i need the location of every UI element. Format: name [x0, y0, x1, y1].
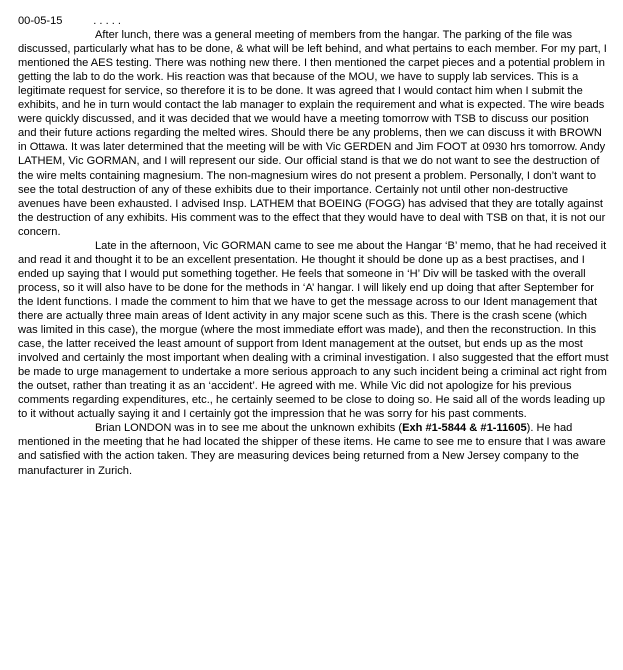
paragraph-1: After lunch, there was a general meeting of members from the hangar. The parking of the file was discussed, particularly what has to be done, & what will be left behind, and what pertains to each member. For my part, I mentioned the AES testing. There was nothing new there. I then mentioned the carpet pieces and a potential problem in getting the lab to do the work. His reaction was that because of the MOU, we have to supply lab services. This is a legitimate request for service, so therefore it is to be done. It was agreed that I would contact him when I submit the exhibits, and he in turn would contact the lab manager to explain the requirement and what is expected. The wire beads were quickly discussed, and it was decided that we would have a meeting tomorrow with TSB to discuss our position and their future actions regarding the melted wires. Should there be any problems, then we can discuss it with BROWN in Ottawa. It was later determined that the meeting will be with Vic GERDEN and Jim FOOT at 0930 hrs tomorrow. Andy LATHEM, Vic GORMAN, and I will represent our side. Our official stand is that we do not want to see the destruction of the wire melts containing magnesium. The non-magnesium wires do not present a problem. Personally, I don’t want to see the total destruction of any of these exhibits due to their importance. Certainly not until other non-destructive avenues have been exhausted. I advised Insp. LATHEM that BOEING (FOGG) has advised that they are totally against the destruction of any exhibits. His comment was to the effect that they would have to deal with TSB on that, it is not our concern. [18, 29, 607, 238]
entry-date-line [18, 14, 609, 28]
paragraph-3-start: Brian LONDON was in to see me about the unknown exhibits ( [95, 422, 403, 435]
entry-date: 00-05-15 [18, 15, 63, 27]
paragraph-3-end: ). He had mentioned in the meeting that he had located the shipper of these items. He came to see me to ensure that I was aware and satisfied with the action taken. They are measuring devices being returned from a New Jersey company to the manufacturer in Zurich. [18, 422, 606, 477]
paragraph-2: Late in the afternoon, Vic GORMAN came to see me about the Hangar ‘B’ memo, that he had received it and read it and thought it to be an excellent presentation. He thought it should be done up as a best practises, and I ended up saying that I would put something together. He feels that someone in ‘H’ Div will be tasked with the overall process, so it will also have to be done for the methods in ‘A’ hangar. I will likely end up doing that after September for the Ident functions. I made the comment to him that we have to get the message across to our Ident management that there are actually three main areas of Ident activity in any major scene such as this. There is the crash scene (which was limited in this case), the morgue (where the most immediate effort was made), and then the reconstruction. In this case, the latter received the least amount of support from Ident management at the outset, but ends up as the most involved and certainly the most important when dealing with a criminal investigation. I also suggested that the effort must be made to urge management to undertake a more serious approach to any such incident being a criminal act right from the outset, rather than treating it as an ‘accident’. He agreed with me. While Vic did not apologize for his previous comments regarding expenditures, etc., he certainly seemed to be close to doing so. He said all of the words leading up to it without actually saying it and I certainly got the impression that he was sorry for his past comments. [18, 239, 609, 421]
exhibit-numbers: Exh #1-5844 & #1-11605 [402, 422, 527, 435]
paragraph-3 [18, 421, 609, 477]
date-dots: . . . . . [93, 15, 121, 27]
